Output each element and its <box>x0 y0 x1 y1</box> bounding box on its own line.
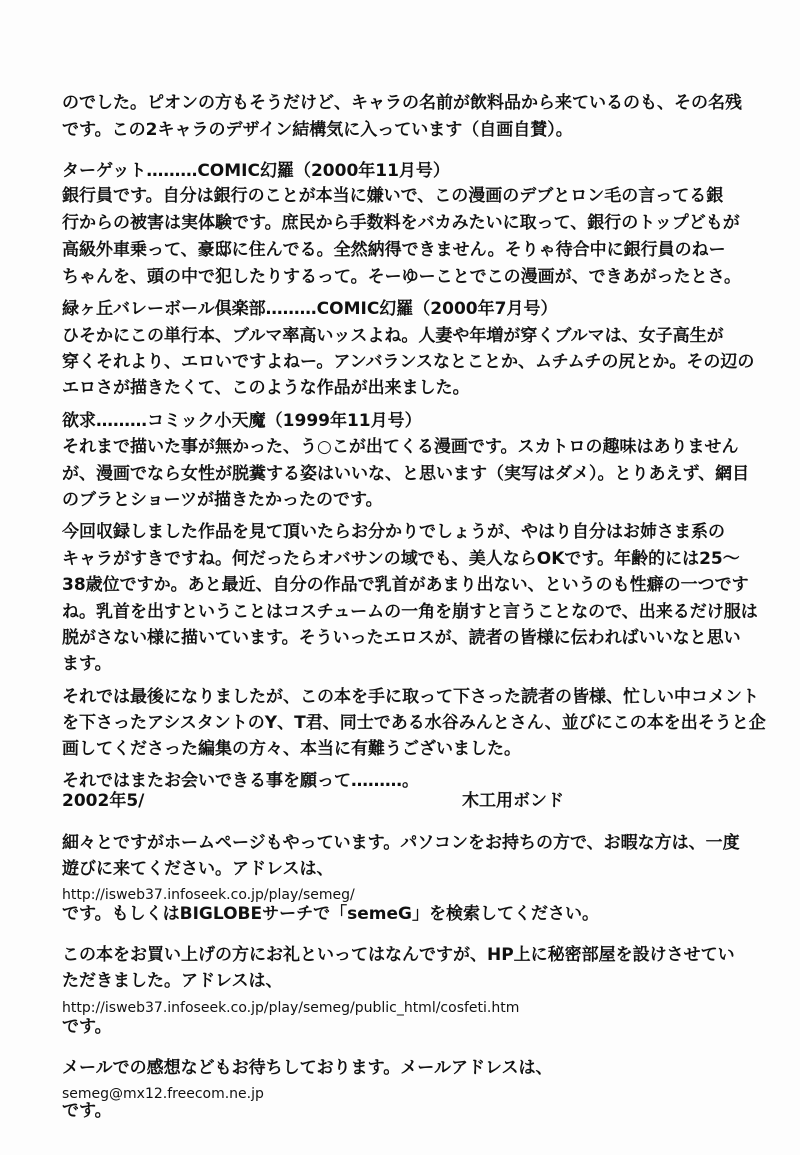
text-line: 38歳位ですか。あと最近、自分の作品で乳首があまり出ない、というのも性癖の一つです <box>62 575 749 595</box>
text-line: です。 <box>62 1017 112 1037</box>
text-line: それではまたお会いできる事を願って………。 <box>62 771 419 791</box>
text-line: ね。乳首を出すということはコスチュームの一角を崩すと言うことなので、出来るだけ服は <box>62 602 758 622</box>
text-line: ただきました。アドレスは、 <box>62 971 283 991</box>
section-heading-target: ターゲット………COMIC幻羅（2000年11月号） <box>62 161 450 181</box>
text-line: です。この2キャラのデザイン結構気に入っています（自画自賛）。 <box>62 120 573 140</box>
text-line: ます。 <box>62 654 112 674</box>
text-line: ひそかにこの単行本、ブルマ率高いッスよね。人妻や年増が穿くブルマは、女子高生が <box>62 326 724 346</box>
section-heading-desire: 欲求………コミック小天魔（1999年11月号） <box>62 411 422 431</box>
text-line: です。 <box>62 1101 112 1121</box>
text-line: 脱がさない様に描いています。そういったエロスが、読者の皆様に伝わればいいなと思い <box>62 628 741 648</box>
text-line: のブラとショーツが描きたかったのです。 <box>62 490 383 510</box>
text-line: この本をお買い上げの方にお礼といってはなんですが、HP上に秘密部屋を設けさせてい <box>62 945 735 965</box>
text-line: 銀行員です。自分は銀行のことが本当に嫌いで、この漫画のデブとロン毛の言ってる銀 <box>62 186 724 206</box>
text-line: キャラがすきですね。何だったらオバサンの域でも、美人ならOKです。年齢的には25～ <box>62 549 740 569</box>
homepage-url: http://isweb37.infoseek.co.jp/play/semeg/ <box>62 887 355 903</box>
text-line: 穿くそれより、エロいですよねー。アンバランスなとことか、ムチムチの尻とか。その辺の <box>62 352 755 372</box>
date-text: 2002年5/ <box>62 791 145 811</box>
text-line: 行からの被害は実体験です。庶民から手数料をバカみたいに取って、銀行のトップどもが <box>62 213 740 233</box>
text-line: のでした。ピオンの方もそうだけど、キャラの名前が飲料品から来ているのも、その名残 <box>62 93 742 113</box>
text-line: メールでの感想などもお待ちしております。メールアドレスは、 <box>62 1058 553 1078</box>
text-line: が、漫画でなら女性が脱糞する姿はいいな、と思います（実写はダメ）。とりあえず、網目 <box>62 464 750 484</box>
text-line: それでは最後になりましたが、この本を手に取って下さった読者の皆様、忙しい中コメント <box>62 687 759 707</box>
text-line: 細々とですがホームページもやっています。パソコンをお持ちの方で、お暇な方は、一度 <box>62 833 740 853</box>
secret-page-url: http://isweb37.infoseek.co.jp/play/semeg/public_html/cosfeti.htm <box>62 1000 520 1016</box>
text-line: ちゃんを、頭の中で犯したりするって。そーゆーことでこの漫画が、できあがったとさ。 <box>62 267 741 287</box>
text-line: それまで描いた事が無かった、う○こが出てくる漫画です。スカトロの趣味はありません <box>62 437 739 457</box>
text-line: です。もしくはBIGLOBEサーチで「semeG」を検索してください。 <box>62 904 599 924</box>
author-signature: 木工用ボンド <box>462 791 564 811</box>
text-line: 遊びに来てください。アドレスは、 <box>62 859 334 879</box>
text-line: 画してくださった編集の方々、本当に有難うございました。 <box>62 739 521 759</box>
section-heading-volleyball: 緑ヶ丘バレーボール倶楽部………COMIC幻羅（2000年7月号） <box>62 299 558 319</box>
text-line: エロさが描きたくて、このような作品が出来ました。 <box>62 378 470 398</box>
text-line: を下さったアシスタントのY、T君、同士である水谷みんとさん、並びにこの本を出そうと企 <box>62 713 766 733</box>
text-line: 今回収録しました作品を見て頂いたらお分かりでしょうが、やはり自分はお姉さま系の <box>62 522 725 542</box>
email-address: semeg@mx12.freecom.ne.jp <box>62 1086 264 1102</box>
text-line: 高級外車乗って、豪邸に住んでる。全然納得できません。そりゃ待合中に銀行員のねー <box>62 240 726 260</box>
